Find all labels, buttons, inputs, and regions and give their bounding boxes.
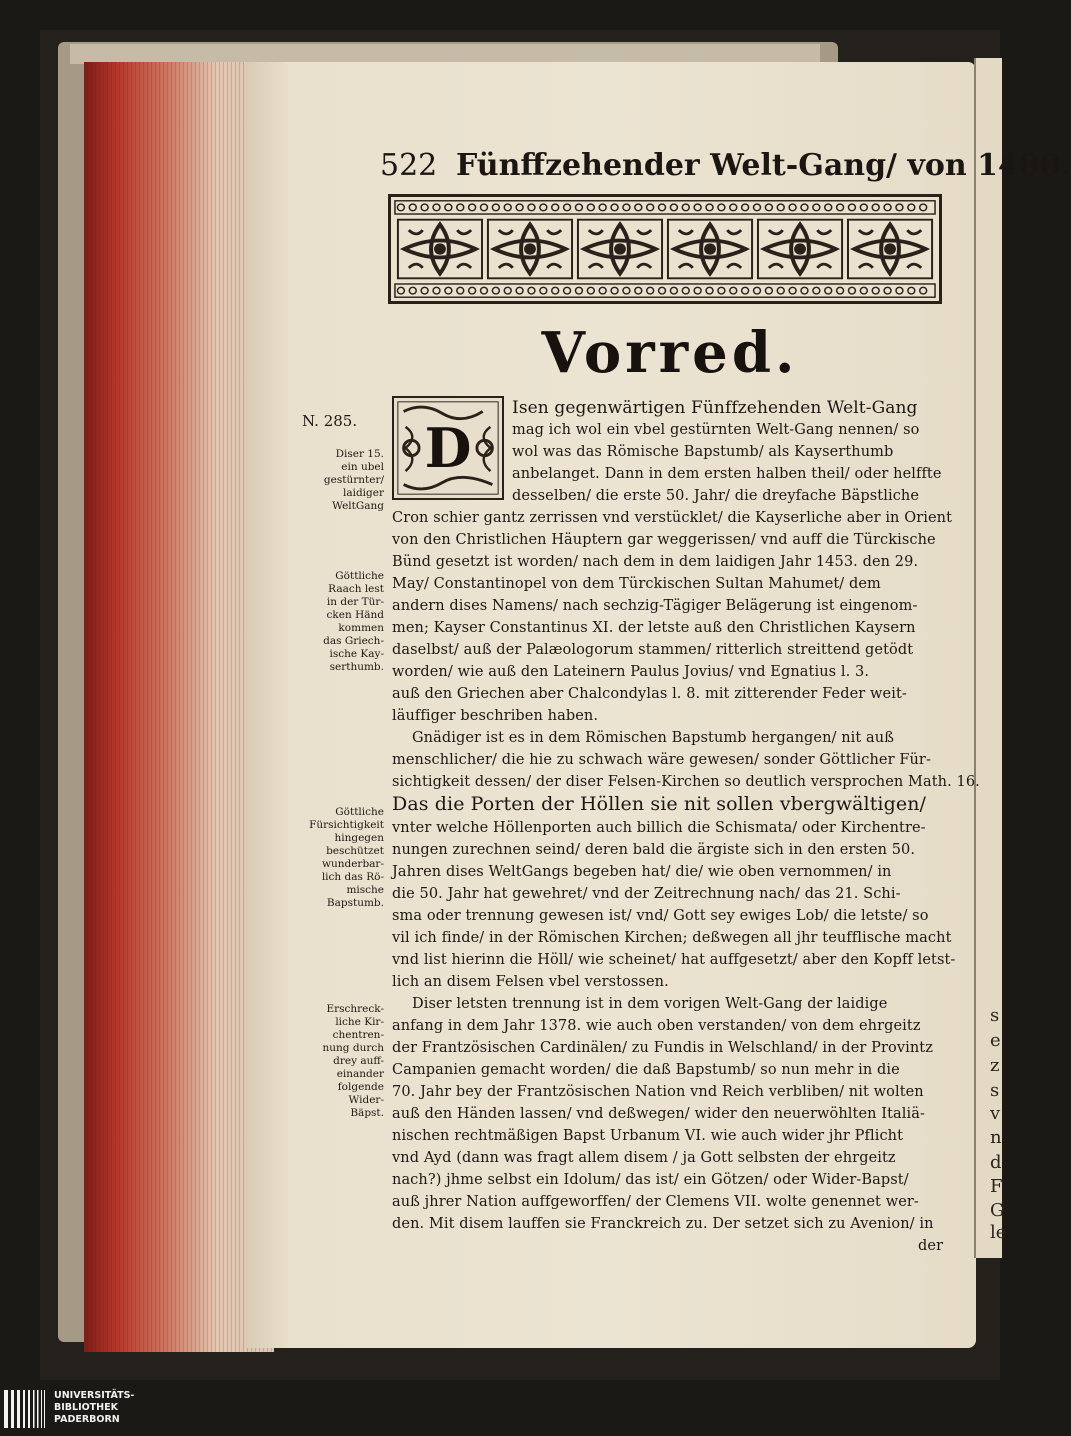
ornament-bead — [623, 204, 630, 211]
ornament-bead — [789, 204, 796, 211]
ornament-bead — [920, 204, 927, 211]
text-line: Bünd gesetzt ist worden/ nach dem in dem laidigen Jahr 1453. den 29. — [392, 554, 919, 570]
margin-note-line: WeltGang — [332, 500, 384, 512]
ornament-bead — [635, 287, 642, 294]
margin-note-line: Göttliche — [335, 806, 384, 818]
facing-page-fragment: n — [990, 1127, 1002, 1148]
ornament-bead — [884, 204, 891, 211]
ornament-bead — [777, 204, 784, 211]
ornament-bead — [409, 204, 416, 211]
ornament-bead — [504, 204, 511, 211]
ornament-bead — [623, 287, 630, 294]
text-line: lich an disem Felsen vbel verstossen. — [392, 974, 669, 990]
text-line: der Frantzösischen Cardinälen/ zu Fundis in Welschland/ in der Provintz — [392, 1040, 933, 1056]
text-line: vil ich finde/ in der Römischen Kirchen; deßwegen all jhr teufflische macht — [392, 930, 952, 946]
ornament-bead — [445, 204, 452, 211]
margin-note-line: einander — [336, 1068, 384, 1080]
ornament-bead — [587, 287, 594, 294]
ornament-bead — [457, 287, 464, 294]
ornament-bead — [908, 287, 915, 294]
ornament-bead — [837, 204, 844, 211]
ornament-bead — [813, 287, 820, 294]
ornament-bead — [670, 287, 677, 294]
facing-page-fragment: G — [990, 1200, 1005, 1221]
text-line: Gnädiger ist es in dem Römischen Bapstumb hergangen/ nit auß — [412, 730, 895, 746]
text-line: desselben/ die erste 50. Jahr/ die dreyfache Bäpstliche — [512, 488, 920, 504]
library-logo-line: PADERBORN — [54, 1414, 120, 1425]
running-head — [380, 148, 1071, 192]
margin-note-line: nung durch — [322, 1042, 384, 1054]
ornament-bead — [754, 204, 761, 211]
ornament-bead — [860, 287, 867, 294]
ornament-bead — [718, 287, 725, 294]
ornament-bead — [872, 204, 879, 211]
ornament-bead — [564, 287, 571, 294]
facing-page-fragment: v — [990, 1103, 1001, 1124]
margin-note-line: lich das Rö- — [321, 871, 384, 883]
margin-note-line: gestürnter/ — [323, 474, 384, 486]
page-number: 522 — [380, 148, 438, 183]
text-line: Das die Porten der Höllen sie nit sollen vbergwältigen/ — [392, 793, 927, 815]
ornament-bead — [504, 287, 511, 294]
ornament-bead — [433, 204, 440, 211]
ornament-bead — [896, 287, 903, 294]
text-line: anfang in dem Jahr 1378. wie auch oben verstanden/ von dem ehrgeitz — [392, 1018, 921, 1034]
margin-note-line: folgende — [337, 1081, 384, 1093]
ornament-bead — [397, 287, 404, 294]
text-line: Campanien gemacht worden/ die daß Bapstumb/ so nun mehr in die — [392, 1062, 900, 1078]
text-line: auß jhrer Nation auffgeworffen/ der Clemens VII. wolte genennet wer- — [392, 1194, 919, 1210]
ornament-bead — [647, 204, 654, 211]
text-line: andern dises Namens/ nach sechzig-Tägiger Belägerung ist eingenom- — [392, 598, 918, 614]
ornament-bead — [742, 287, 749, 294]
margin-note — [300, 448, 384, 513]
ornament-bead — [670, 204, 677, 211]
text-line: nungen zurechnen seind/ deren bald die ärgiste sich in den ersten 50. — [392, 842, 916, 858]
section-marker: N. 285. — [302, 412, 358, 430]
ornament-bead — [516, 204, 523, 211]
ornament-bead — [848, 287, 855, 294]
ornament-bead — [481, 287, 488, 294]
ornament-cell — [668, 220, 752, 279]
text-line: men; Kayser Constantinus XI. der letste auß den Christlichen Kaysern — [392, 620, 916, 636]
margin-note-line: laidiger — [342, 487, 384, 499]
ornament-bead — [801, 204, 808, 211]
margin-note-line: Bapstumb. — [326, 897, 384, 909]
facing-page-fragment: s — [990, 1005, 1000, 1026]
text-line: die 50. Jahr hat gewehret/ vnd der Zeitrechnung nach/ das 21. Schi- — [392, 886, 901, 902]
ornament-bead — [516, 287, 523, 294]
text-line: wol was das Römische Bapstumb/ als Kayserthumb — [512, 444, 894, 460]
ornament-bead — [730, 204, 737, 211]
margin-note-line: Erschreck- — [326, 1003, 384, 1015]
margin-note-line: chentren- — [332, 1029, 384, 1041]
text-line: menschlicher/ die hie zu schwach wäre gewesen/ sonder Göttlicher Für- — [392, 752, 931, 768]
ornament-bead — [469, 287, 476, 294]
facing-page-fragment: le — [990, 1222, 1007, 1243]
text-line: vnter welche Höllenporten auch billich die Schismata/ oder Kirchentre- — [392, 820, 926, 836]
margin-note-line: ein ubel — [341, 461, 384, 473]
ornament-bead — [575, 204, 582, 211]
margin-note-line: Fürsichtigkeit — [309, 819, 384, 831]
margin-note — [300, 570, 384, 674]
ornament-cell — [488, 220, 572, 279]
text-line: daselbst/ auß der Palæologorum stammen/ ritterlich streittend getödt — [392, 642, 914, 658]
ornament-bead — [587, 204, 594, 211]
text-line: worden/ wie auß den Lateinern Paulus Jovius/ vnd Egnatius l. 3. — [392, 664, 870, 680]
ornament-cell — [398, 220, 482, 279]
margin-note-line: Wider- — [348, 1094, 384, 1106]
margin-note — [300, 806, 384, 910]
ornament-bead — [647, 287, 654, 294]
text-line: läuffiger beschriben haben. — [392, 708, 599, 724]
ornament-bead — [837, 287, 844, 294]
ornament-bead — [920, 287, 927, 294]
ornament-bead — [694, 204, 701, 211]
library-logo-line: UNIVERSITÄTS- — [54, 1390, 135, 1401]
margin-note-line: Diser 15. — [335, 448, 384, 460]
ornament-bead — [765, 287, 772, 294]
ornament-cell — [578, 220, 662, 279]
ornament-bead — [908, 204, 915, 211]
margin-note-line: ische Kay- — [329, 648, 384, 660]
text-line: Isen gegenwärtigen Fünffzehenden Welt-Gang — [512, 398, 918, 418]
ornament-bead — [813, 204, 820, 211]
drop-cap — [392, 396, 504, 500]
text-line: Diser letsten trennung ist in dem vorigen Welt-Gang der laidige — [412, 996, 888, 1012]
ornament-bead — [540, 287, 547, 294]
facing-page-fragment: F — [990, 1176, 1003, 1197]
ornament-bead — [765, 204, 772, 211]
facing-page-fragment: d — [990, 1152, 1002, 1173]
margin-note-line: das Griech- — [323, 635, 384, 647]
ornament-bead — [635, 204, 642, 211]
ornament-bead — [848, 204, 855, 211]
ornament-bead — [599, 204, 606, 211]
ornament-bead — [409, 287, 416, 294]
ornament-bead — [492, 287, 499, 294]
margin-note — [300, 1003, 384, 1120]
text-line: vnd list hierinn die Höll/ wie scheinet/ hat auffgesetzt/ aber den Kopff letst- — [392, 952, 956, 968]
ornament-bead — [659, 204, 666, 211]
ornament-bead — [575, 287, 582, 294]
ornament-bead — [754, 287, 761, 294]
text-line: nischen rechtmäßigen Bapst Urbanum VI. wie auch wider jhr Pflicht — [392, 1128, 904, 1144]
book-cover-top-edge — [70, 44, 820, 64]
text-line: mag ich wol ein vbel gestürnten Welt-Gang nennen/ so — [512, 422, 920, 438]
facing-page-fragment: z — [990, 1055, 1000, 1076]
ornament-bead — [718, 204, 725, 211]
ornament-bead — [789, 287, 796, 294]
ornament-bead — [872, 287, 879, 294]
catchword: der — [918, 1238, 944, 1254]
ornament-bead — [528, 287, 535, 294]
text-line: sma oder trennung gewesen ist/ vnd/ Gott sey ewiges Lob/ die letste/ so — [392, 908, 929, 924]
ornament-pattern — [391, 197, 939, 301]
text-line: Cron schier gantz zerrissen vnd verstücklet/ die Kayserliche aber in Orient — [392, 510, 953, 526]
ornament-bead — [777, 287, 784, 294]
facing-page-edge — [974, 58, 1005, 1258]
ornament-bead — [457, 204, 464, 211]
drop-cap-letter: D — [424, 416, 472, 480]
margin-note-line: in der Tür- — [326, 596, 384, 608]
text-line: May/ Constantinopel von dem Türckischen Sultan Mahumet/ dem — [392, 576, 881, 592]
ornament-bead — [884, 287, 891, 294]
margin-note-line: mische — [346, 884, 384, 896]
ornament-bead — [540, 204, 547, 211]
text-line: den. Mit disem lauffen sie Franckreich zu. Der setzet sich zu Avenion/ in — [392, 1216, 934, 1232]
ornament-bead — [801, 287, 808, 294]
ornament-bead — [528, 204, 535, 211]
ornament-bead — [433, 287, 440, 294]
margin-note-line: Göttliche — [335, 570, 384, 582]
text-line: 70. Jahr bey der Frantzösischen Nation vnd Reich verbliben/ nit wolten — [392, 1084, 924, 1100]
library-logo — [0, 1386, 160, 1436]
ornament-bead — [599, 287, 606, 294]
ornament-bead — [860, 204, 867, 211]
ornament-bead — [730, 287, 737, 294]
library-logo-line: BIBLIOTHEK — [54, 1402, 118, 1413]
section-heading: Vorred. — [541, 320, 799, 386]
ornament-bead — [825, 204, 832, 211]
ornament-bead — [682, 287, 689, 294]
running-title: Fünffzehender Welt-Gang/ von 1400. — [456, 148, 1071, 183]
text-line: anbelanget. Dann in dem ersten halben theil/ oder helffte — [512, 466, 942, 482]
ornament-bead — [445, 287, 452, 294]
ornamental-band — [388, 194, 942, 304]
text-line: von den Christlichen Häuptern gar weggerissen/ vnd auff die Türckische — [392, 532, 936, 548]
ornament-bead — [552, 204, 559, 211]
margin-note-line: serthumb. — [329, 661, 384, 673]
ornament-bead — [706, 287, 713, 294]
ornament-bead — [421, 204, 428, 211]
ornament-bead — [742, 204, 749, 211]
text-line: nach?) jhme selbst ein Idolum/ das ist/ ein Götzen/ oder Wider-Bapst/ — [392, 1172, 909, 1188]
ornament-bead — [469, 204, 476, 211]
text-line: auß den Händen lassen/ vnd deßwegen/ wider den neuerwöhlten Italiä- — [392, 1106, 925, 1122]
margin-note-line: wunderbar- — [321, 858, 384, 870]
margin-note-line: liche Kir- — [335, 1016, 384, 1028]
text-line: auß den Griechen aber Chalcondylas l. 8. mit zitterender Feder weit- — [392, 686, 907, 702]
margin-note-line: Raach lest — [328, 583, 384, 595]
margin-note-line: beschützet — [326, 845, 384, 857]
ornament-bead — [896, 204, 903, 211]
ornament-bead — [659, 287, 666, 294]
library-logo-mark — [4, 1390, 48, 1428]
ornament-bead — [682, 204, 689, 211]
ornament-bead — [611, 204, 618, 211]
ornament-bead — [825, 287, 832, 294]
ornament-bead — [397, 204, 404, 211]
text-line: vnd Ayd (dann was fragt allem disem / ja Gott selbsten der ehrgeitz — [392, 1150, 896, 1166]
ornament-bead — [564, 204, 571, 211]
ornament-bead — [611, 287, 618, 294]
ornament-bead — [421, 287, 428, 294]
margin-note-line: Bäpst. — [350, 1107, 384, 1119]
ornament-bead — [552, 287, 559, 294]
margin-note-line: drey auff- — [333, 1055, 384, 1067]
text-line: Jahren dises WeltGangs begeben hat/ die/ wie oben vernommen/ in — [392, 864, 892, 880]
ornament-bead — [492, 204, 499, 211]
ornament-bead — [694, 287, 701, 294]
facing-page-fragment: e — [990, 1030, 1001, 1051]
ornament-bead — [706, 204, 713, 211]
ornament-bead — [481, 204, 488, 211]
facing-page-fragment: s — [990, 1080, 1000, 1101]
margin-note-line: cken Händ — [326, 609, 384, 621]
ornament-cell — [848, 220, 932, 279]
margin-note-line: hingegen — [334, 832, 384, 844]
ornament-cell — [758, 220, 842, 279]
library-logo-text — [54, 1390, 134, 1426]
margin-note-line: kommen — [338, 622, 384, 634]
text-line: sichtigkeit dessen/ der diser Felsen-Kirchen so deutlich versprochen Math. 16. — [392, 774, 980, 790]
